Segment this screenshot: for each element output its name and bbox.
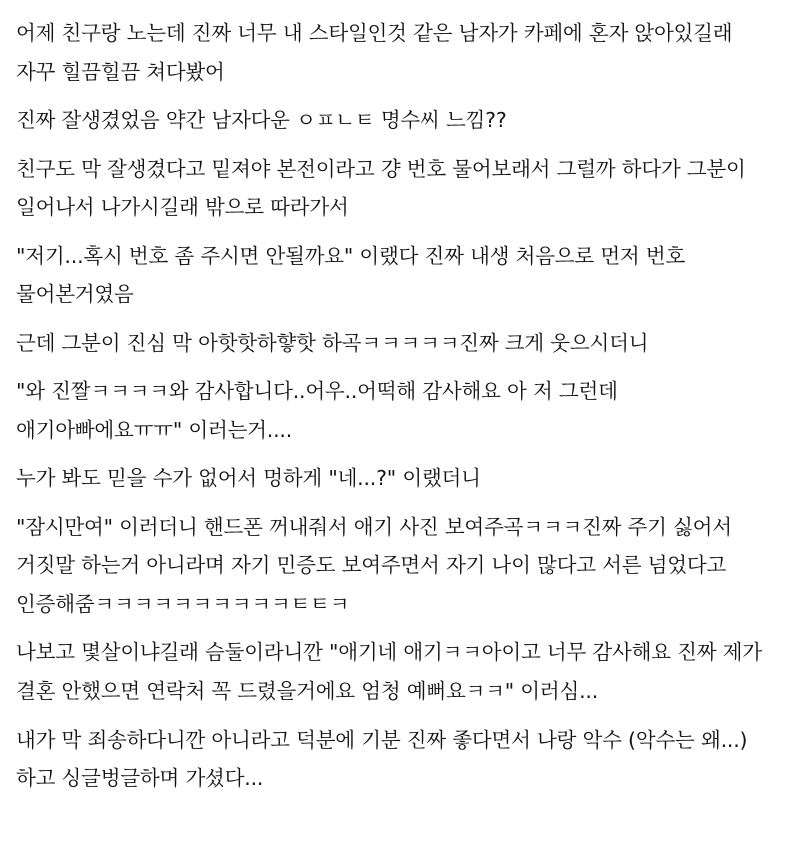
- paragraph: "저기...혹시 번호 좀 주시면 안될까요" 이랬다 진짜 내생 처음으로 먼저 번호 물어본거였음: [16, 243, 692, 307]
- paragraph: "잠시만여" 이러더니 핸드폰 꺼내줘서 애기 사진 보여주곡ㅋㅋㅋ진짜 주기 싫어서 거짓말 하는거 아니라며 자기 민증도 보여주면서 자기 나이 많다고 서른 넘었다고 인증해줌ㅋㅋㅋㅋㅋㅋㅋㅋㅋㅋㅌㅌㅋ: [16, 514, 739, 616]
- story-text-block: [16, 14, 771, 798]
- paragraph: 진짜 잘생겼었음 약간 남자다운 ㅇㅍㄴㅌ 명수씨 느낌??: [16, 108, 507, 133]
- paragraph: 친구도 막 잘생겼다고 밑져야 본전이라고 걍 번호 물어보래서 그럴까 하다가 그분이 일어나서 나가시길래 밖으로 따라가서: [16, 156, 752, 220]
- paragraph: 누가 봐도 믿을 수가 없어서 멍하게 "네...?" 이랬더니: [16, 466, 481, 491]
- paragraph: 어제 친구랑 노는데 진짜 너무 내 스타일인것 같은 남자가 카페에 혼자 앉아있길래 자꾸 힐끔힐끔 쳐다봤어: [16, 21, 739, 84]
- paragraph: "와 진짤ㅋㅋㅋㅋ와 감사합니다..어우..어떡해 감사해요 아 저 그런데 애기아빠에요ㅠㅠ" 이러는거....: [16, 379, 625, 442]
- paragraph: 근데 그분이 진심 막 아핫핫하햫핫 하곡ㅋㅋㅋㅋㅋ진짜 크게 웃으시더니: [16, 330, 649, 355]
- paragraph: 내가 막 죄송하다니깐 아니라고 덕분에 기분 진짜 좋다면서 나랑 악수 (악수는 왜...) 하고 싱글벙글하며 가셨다...: [16, 727, 754, 791]
- paragraph: 나보고 몇살이냐길래 슴둘이라니깐 "애기네 애기ㅋㅋ아이고 너무 감사해요 진짜 제가 결혼 안했으면 연락처 꼭 드렸을거에요 엄청 예뻐요ㅋㅋ" 이러심...: [16, 640, 769, 703]
